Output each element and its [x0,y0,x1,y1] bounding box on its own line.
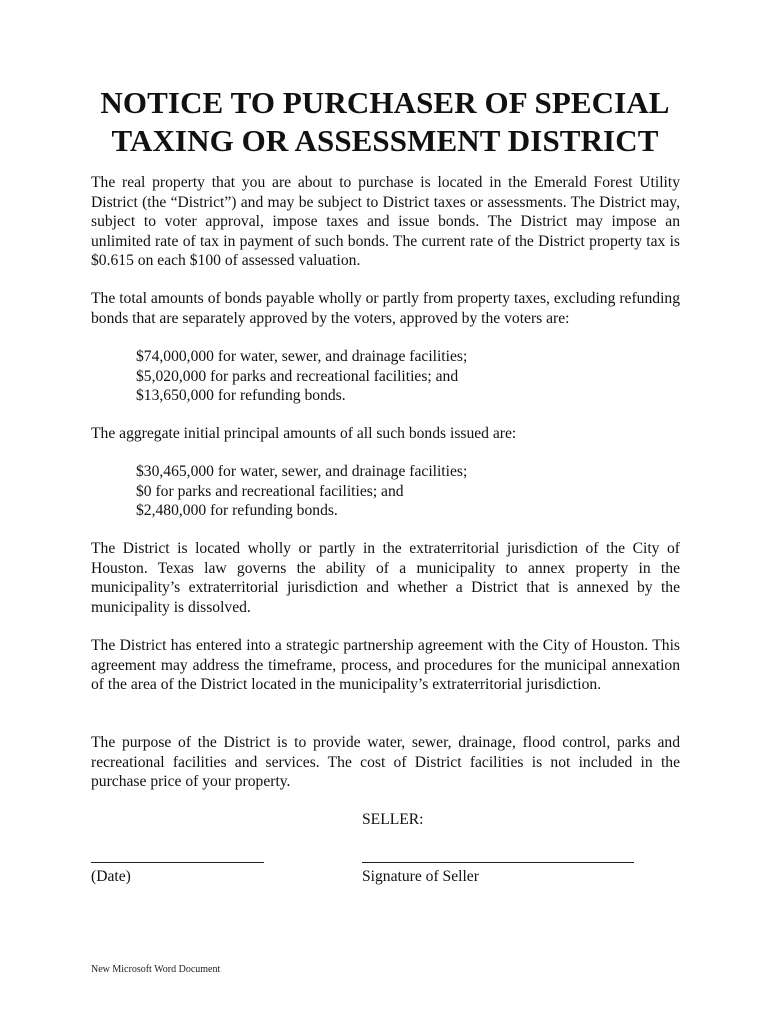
signature-caption: Signature of Seller [362,868,479,885]
list-item: $0 for parks and recreational facilities; and [136,482,404,500]
paragraph-jurisdiction: The District is located wholly or partly in the extraterritorial jurisdiction of the City of Houston. Texas law governs the ability of a municipality to annex property in the municipality’s extraterritorial jurisdiction and whether a District that is annexed by the municipality is dissolved. [91,540,680,616]
list-item: $13,650,000 for refunding bonds. [136,387,346,404]
paragraph-approved-bonds-intro: The total amounts of bonds payable wholly or partly from property taxes, excluding refunding bonds that are separately approved by the voters, approved by the voters are: [91,290,680,327]
date-signature-line [91,862,264,863]
document-title [60,84,710,160]
date-caption: (Date) [91,868,131,885]
issued-bonds-list [136,462,636,521]
title-line-1: NOTICE TO PURCHASER OF SPECIAL [100,85,670,120]
list-item: $2,480,000 for refunding bonds. [136,502,338,519]
approved-bonds-list [136,347,636,406]
list-item: $30,465,000 for water, sewer, and drainage facilities; [136,463,468,480]
seller-signature-line [362,862,634,863]
paragraph-property-location: The real property that you are about to purchase is located in the Emerald Forest Utility District (the “District”) and may be subject to District taxes or assessments. The District may, subject to voter approval, impose taxes and issue bonds. The District may impose an unlimited rate of tax in payment of such bonds. The current rate of the District property tax is $0.615 on each $100 of assessed valuation. [91,174,680,269]
document-footer: New Microsoft Word Document [91,964,221,975]
title-line-2: TAXING OR ASSESSMENT DISTRICT [111,123,659,158]
list-item: $74,000,000 for water, sewer, and drainage facilities; [136,348,468,365]
seller-label: SELLER: [362,811,424,828]
list-item: $5,020,000 for parks and recreational facilities; and [136,367,459,385]
paragraph-district-purpose: The purpose of the District is to provide water, sewer, drainage, flood control, parks and recreational facilities and services. The cost of District facilities is not included in the purchase price of your property. [91,734,680,790]
paragraph-partnership-agreement: The District has entered into a strategic partnership agreement with the City of Houston. This agreement may address the timeframe, process, and procedures for the municipal annexation of the area of the District located in the municipality’s extraterritorial jurisdiction. [91,637,680,693]
paragraph-issued-bonds-intro: The aggregate initial principal amounts of all such bonds issued are: [91,425,517,442]
